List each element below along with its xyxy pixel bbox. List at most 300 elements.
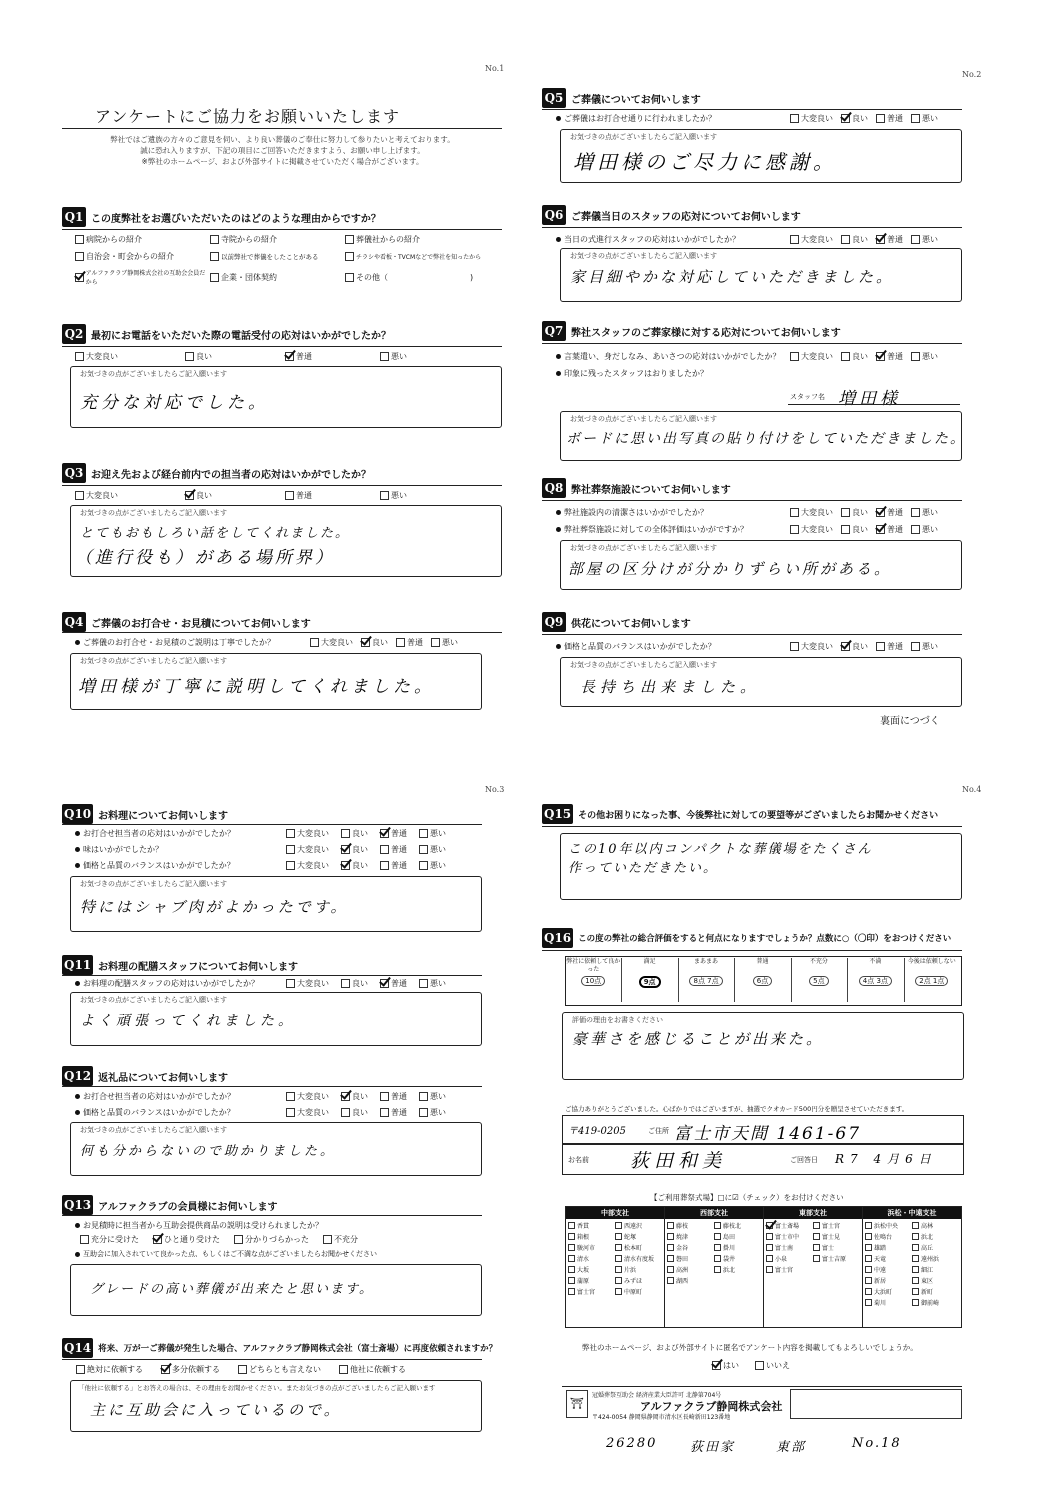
- checkbox[interactable]: [912, 1233, 919, 1240]
- q10-3-opt-2[interactable]: 普通: [380, 860, 407, 871]
- q1-opt-4[interactable]: 以前弊社で葬儀をしたことがある: [210, 251, 345, 262]
- q16-score-label: 満足: [643, 958, 656, 965]
- checkbox[interactable]: [667, 1266, 674, 1273]
- checkbox[interactable]: [568, 1266, 575, 1273]
- checkbox[interactable]: [568, 1288, 575, 1295]
- branch-option[interactable]: みずほ: [615, 1276, 662, 1285]
- q7-opt-3[interactable]: 悪い: [911, 351, 938, 362]
- q7-number: Q7: [542, 321, 566, 341]
- q10-3-opt-0[interactable]: 大変良い: [286, 860, 329, 871]
- checkbox[interactable]: [714, 1244, 721, 1251]
- checkbox[interactable]: [380, 861, 389, 870]
- checkbox-checked[interactable]: [285, 352, 294, 361]
- checkbox[interactable]: [419, 979, 428, 988]
- q10-3-opt-3[interactable]: 悪い: [419, 860, 446, 871]
- checkbox[interactable]: [790, 508, 799, 517]
- branch-option[interactable]: 佐鳴台: [865, 1232, 912, 1241]
- q16-score-1[interactable]: [621, 958, 678, 1002]
- q2-opt-2[interactable]: 普通: [285, 351, 380, 362]
- q12-1-opt-3[interactable]: 悪い: [419, 1091, 446, 1102]
- q8-1-opt-1[interactable]: 良い: [841, 507, 868, 518]
- q8-number: Q8: [542, 478, 566, 498]
- q16-rule: [542, 950, 962, 951]
- checkbox[interactable]: [286, 829, 295, 838]
- q7-text: 弊社スタッフのご葬家様に対する応対についてお伺いします: [571, 327, 841, 339]
- branch-option[interactable]: 小泉: [766, 1254, 813, 1263]
- branch-option[interactable]: 富士: [813, 1243, 860, 1252]
- q4-opt-1[interactable]: 良い: [361, 637, 388, 648]
- q10-2-opt-2[interactable]: 普通: [380, 844, 407, 855]
- branch-option[interactable]: 清水: [568, 1254, 615, 1263]
- intro-line-3: ※弊社のホームページ、および外部サイトに掲載させていただく場合がございます。: [141, 157, 424, 166]
- q13-opt-2[interactable]: 分かりづらかった: [234, 1234, 309, 1245]
- checkbox[interactable]: [419, 861, 428, 870]
- q16-score-5[interactable]: [847, 958, 904, 1002]
- q4-opt-3[interactable]: 悪い: [431, 637, 458, 648]
- q4-opt-0[interactable]: 大変良い: [310, 637, 353, 648]
- checkbox[interactable]: [865, 1222, 872, 1229]
- q12-2-opt-3[interactable]: 悪い: [419, 1107, 446, 1118]
- checkbox[interactable]: [766, 1222, 773, 1229]
- branch-option[interactable]: 蛇塚: [615, 1232, 662, 1241]
- checkbox[interactable]: [345, 273, 354, 282]
- branch-option[interactable]: 高洲: [667, 1265, 714, 1274]
- checkbox[interactable]: [380, 1108, 389, 1117]
- q6-opt-3[interactable]: 悪い: [911, 234, 938, 245]
- q7-opt-1[interactable]: 良い: [841, 351, 868, 362]
- checkbox[interactable]: [210, 235, 219, 244]
- checkbox[interactable]: [714, 1255, 721, 1262]
- checkbox[interactable]: [911, 235, 920, 244]
- checkbox[interactable]: [865, 1233, 872, 1240]
- q9-opt-1[interactable]: 良い: [841, 641, 868, 652]
- checkbox[interactable]: [813, 1244, 820, 1251]
- q12-1-opt-1[interactable]: 良い: [341, 1091, 368, 1102]
- checkbox[interactable]: [310, 638, 319, 647]
- checkbox-checked[interactable]: [185, 491, 194, 500]
- branch-option[interactable]: 富士宮: [813, 1221, 860, 1230]
- q5-text: ご葬儀についてお伺いします: [571, 94, 701, 106]
- checkbox[interactable]: [341, 979, 350, 988]
- branch-option[interactable]: 富士斎場: [766, 1221, 813, 1230]
- checkbox[interactable]: [755, 1361, 764, 1370]
- checkbox-checked[interactable]: [841, 642, 850, 651]
- q7-opt-2[interactable]: 普通: [876, 351, 903, 362]
- q14-opt-1[interactable]: 多分依頼する: [161, 1364, 220, 1375]
- branch-option[interactable]: 御前崎: [912, 1298, 959, 1307]
- branch-option[interactable]: 片浜: [615, 1265, 662, 1274]
- q11-number: Q11: [62, 955, 93, 975]
- checkbox[interactable]: [766, 1255, 773, 1262]
- q1-opt-6[interactable]: アルファクラブ静岡株式会社の互助会会員だから: [75, 268, 210, 286]
- q10-1-opt-1[interactable]: 良い: [341, 828, 368, 839]
- q7-comment-label: お気づきの点がございましたらご記入願います: [570, 415, 717, 423]
- branch-option[interactable]: 富士見: [813, 1232, 860, 1241]
- q16-score-0[interactable]: [565, 958, 622, 1002]
- branch-option[interactable]: 駿河市: [568, 1243, 615, 1252]
- q10-options-3: [286, 860, 446, 871]
- branch-option[interactable]: 西遠沢: [615, 1221, 662, 1230]
- checkbox[interactable]: [345, 235, 354, 244]
- checkbox-checked[interactable]: [153, 1235, 162, 1244]
- branch-option[interactable]: 富士吉原: [813, 1254, 860, 1263]
- checkbox[interactable]: [419, 1092, 428, 1101]
- q1-opt-2[interactable]: 葬儀社からの紹介: [345, 234, 495, 245]
- branch-option[interactable]: 高丘: [912, 1243, 959, 1252]
- checkbox[interactable]: [75, 491, 84, 500]
- q10-number: Q10: [62, 804, 93, 824]
- q12-1-opt-0[interactable]: 大変良い: [286, 1091, 329, 1102]
- branch-option[interactable]: 富士市中: [766, 1232, 813, 1241]
- checkbox[interactable]: [568, 1222, 575, 1229]
- q10-2-opt-3[interactable]: 悪い: [419, 844, 446, 855]
- checkbox[interactable]: [568, 1255, 575, 1262]
- q11-opt-3[interactable]: 悪い: [419, 978, 446, 989]
- checkbox[interactable]: [911, 508, 920, 517]
- q6-header: [542, 205, 801, 225]
- q8-2-opt-3[interactable]: 悪い: [911, 524, 938, 535]
- branch-option[interactable]: 金谷: [667, 1243, 714, 1252]
- branch-option[interactable]: 富士南: [766, 1243, 813, 1252]
- q11-comment: よく頑張ってくれました。: [80, 1013, 296, 1029]
- q5-opt-3[interactable]: 悪い: [911, 113, 938, 124]
- checkbox[interactable]: [912, 1222, 919, 1229]
- checkbox-checked[interactable]: [876, 508, 885, 517]
- q5-opt-1[interactable]: 良い: [841, 113, 868, 124]
- checkbox-checked[interactable]: [341, 1092, 350, 1101]
- branch-option[interactable]: 富士宮: [766, 1265, 813, 1274]
- q5-header: [542, 88, 701, 108]
- checkbox[interactable]: [790, 642, 799, 651]
- q3-opt-3[interactable]: 悪い: [380, 490, 407, 501]
- branch-option[interactable]: 清水有度坂: [615, 1254, 662, 1263]
- q8-1-opt-3[interactable]: 悪い: [911, 507, 938, 518]
- checkbox[interactable]: [341, 829, 350, 838]
- branch-option[interactable]: 天竜: [865, 1254, 912, 1263]
- checkbox[interactable]: [865, 1299, 872, 1306]
- checkbox[interactable]: [286, 845, 295, 854]
- checkbox[interactable]: [667, 1255, 674, 1262]
- checkbox-checked[interactable]: [75, 273, 84, 282]
- checkbox[interactable]: [210, 252, 219, 261]
- branch-option[interactable]: 富士宮: [568, 1287, 615, 1296]
- checkbox[interactable]: [911, 352, 920, 361]
- q11-opt-1[interactable]: 良い: [341, 978, 368, 989]
- checkbox[interactable]: [865, 1277, 872, 1284]
- checkbox[interactable]: [76, 1365, 85, 1374]
- q1-opt-1[interactable]: 寺院からの紹介: [210, 234, 345, 245]
- branch-option[interactable]: 浜北: [714, 1265, 761, 1274]
- checkbox[interactable]: [667, 1222, 674, 1229]
- checkbox[interactable]: [865, 1266, 872, 1273]
- checkbox[interactable]: [714, 1233, 721, 1240]
- q13-header: [62, 1195, 278, 1215]
- q10-1-opt-2[interactable]: 普通: [380, 828, 407, 839]
- branch-option[interactable]: 島田: [714, 1232, 761, 1241]
- q4-options: [310, 637, 458, 648]
- q9-opt-2[interactable]: 普通: [876, 641, 903, 652]
- q12-1-opt-2[interactable]: 普通: [380, 1091, 407, 1102]
- q12-options-2: [286, 1107, 446, 1118]
- checkbox[interactable]: [790, 352, 799, 361]
- q8-2-opt-0[interactable]: 大変良い: [790, 524, 833, 535]
- q1-opt-0[interactable]: 病院からの紹介: [75, 234, 210, 245]
- q4-comment: 増田様が丁寧に説明してくれました。: [78, 677, 435, 697]
- checkbox-checked[interactable]: [712, 1361, 721, 1370]
- checkbox-checked[interactable]: [380, 829, 389, 838]
- checkbox[interactable]: [865, 1244, 872, 1251]
- branch-option[interactable]: 大坂: [568, 1265, 615, 1274]
- q1-opt-5[interactable]: チラシや看板・TVCMなどで弊社を知ったから: [345, 251, 495, 262]
- checkbox[interactable]: [615, 1244, 622, 1251]
- publish-text: 弊社のホームページ、および外部サイトに匿名でアンケート内容を掲載してもよろしいでしょうか。: [582, 1343, 918, 1352]
- q2-opt-0[interactable]: 大変良い: [75, 351, 185, 362]
- checkbox[interactable]: [345, 252, 354, 261]
- checkbox[interactable]: [419, 845, 428, 854]
- checkbox[interactable]: [234, 1235, 243, 1244]
- branch-option[interactable]: 磐田: [667, 1254, 714, 1263]
- checkbox[interactable]: [396, 638, 405, 647]
- q10-2-opt-1[interactable]: 良い: [341, 844, 368, 855]
- checkbox[interactable]: [912, 1288, 919, 1295]
- checkbox[interactable]: [790, 235, 799, 244]
- checkbox-checked[interactable]: [341, 861, 350, 870]
- checkbox[interactable]: [912, 1266, 919, 1273]
- branch-option[interactable]: 新町: [912, 1287, 959, 1296]
- q3-options: [75, 490, 407, 501]
- checkbox-checked[interactable]: [841, 114, 850, 123]
- branch-option[interactable]: 大浜町: [865, 1287, 912, 1296]
- q16-score-value: 8点 7点: [689, 976, 722, 986]
- checkbox[interactable]: [380, 1092, 389, 1101]
- q10-1-opt-3[interactable]: 悪い: [419, 828, 446, 839]
- q16-score-3[interactable]: [734, 958, 791, 1002]
- checkbox[interactable]: [790, 525, 799, 534]
- q5-opt-2[interactable]: 普通: [876, 113, 903, 124]
- branch-option[interactable]: 藤枝: [667, 1221, 714, 1230]
- checkbox[interactable]: [323, 1235, 332, 1244]
- address-label: ご住所: [648, 1127, 669, 1135]
- checkbox[interactable]: [431, 638, 440, 647]
- q16-score-6[interactable]: [904, 958, 960, 1002]
- q6-number: Q6: [542, 205, 566, 225]
- q6-opt-2[interactable]: 普通: [876, 234, 903, 245]
- q8-2-opt-2[interactable]: 普通: [876, 524, 903, 535]
- checkbox-checked[interactable]: [341, 845, 350, 854]
- checkbox-checked[interactable]: [161, 1365, 170, 1374]
- branch-option[interactable]: 中遠: [865, 1265, 912, 1274]
- q14-comment: 主に互助会に入っているので。: [90, 1401, 342, 1419]
- checkbox[interactable]: [813, 1233, 820, 1240]
- branch-option[interactable]: 焼津: [667, 1232, 714, 1241]
- checkbox-checked[interactable]: [876, 525, 885, 534]
- checkbox[interactable]: [185, 352, 194, 361]
- checkbox[interactable]: [615, 1266, 622, 1273]
- checkbox[interactable]: [841, 352, 850, 361]
- q6-opt-1[interactable]: 良い: [841, 234, 868, 245]
- checkbox[interactable]: [912, 1255, 919, 1262]
- q4-sub: ご葬儀のお打合せ・お見積のご説明は丁寧でしたか？: [75, 637, 275, 648]
- checkbox[interactable]: [568, 1233, 575, 1240]
- publish-no[interactable]: いいえ: [755, 1360, 790, 1371]
- checkbox-checked[interactable]: [361, 638, 370, 647]
- checkbox[interactable]: [80, 1235, 89, 1244]
- q12-2-opt-2[interactable]: 普通: [380, 1107, 407, 1118]
- q3-opt-1[interactable]: 良い: [185, 490, 285, 501]
- branch-option[interactable]: 遠州浜: [912, 1254, 959, 1263]
- checkbox[interactable]: [714, 1222, 721, 1229]
- q9-opt-0[interactable]: 大変良い: [790, 641, 833, 652]
- branch-option[interactable]: 雄踏: [865, 1243, 912, 1252]
- checkbox[interactable]: [790, 114, 799, 123]
- q2-opt-1[interactable]: 良い: [185, 351, 285, 362]
- checkbox[interactable]: [286, 861, 295, 870]
- checkbox[interactable]: [911, 525, 920, 534]
- checkbox[interactable]: [339, 1365, 348, 1374]
- q13-rule: [62, 1215, 482, 1216]
- checkbox[interactable]: [75, 352, 84, 361]
- branch-option[interactable]: 東区: [912, 1276, 959, 1285]
- checkbox[interactable]: [912, 1277, 919, 1284]
- checkbox[interactable]: [841, 235, 850, 244]
- branch-option[interactable]: 菊川: [865, 1298, 912, 1307]
- checkbox[interactable]: [865, 1255, 872, 1262]
- checkbox[interactable]: [568, 1277, 575, 1284]
- q16-score-value: 6点: [753, 976, 772, 986]
- q16-score-label: 今後は依頼しない: [907, 958, 956, 965]
- q10-1-opt-0[interactable]: 大変良い: [286, 828, 329, 839]
- q2-opt-3[interactable]: 悪い: [380, 351, 407, 362]
- checkbox[interactable]: [419, 829, 428, 838]
- checkbox[interactable]: [876, 114, 885, 123]
- footer-code: 26280: [606, 1436, 658, 1451]
- q14-opt-3[interactable]: 他社に依頼する: [339, 1364, 406, 1375]
- checkbox[interactable]: [380, 352, 389, 361]
- q13-opt-1[interactable]: ひと通り受けた: [153, 1234, 220, 1245]
- branch-option[interactable]: 中原町: [615, 1287, 662, 1296]
- checkbox[interactable]: [615, 1222, 622, 1229]
- q11-opt-2[interactable]: 普通: [380, 978, 407, 989]
- branch-option[interactable]: 香貫: [568, 1221, 615, 1230]
- checkbox[interactable]: [876, 642, 885, 651]
- checkbox[interactable]: [210, 273, 219, 282]
- branch-option[interactable]: 松本町: [615, 1243, 662, 1252]
- checkbox[interactable]: [238, 1365, 247, 1374]
- q14-opt-2[interactable]: どちらとも言えない: [238, 1364, 321, 1375]
- q6-opt-0[interactable]: 大変良い: [790, 234, 833, 245]
- checkbox[interactable]: [615, 1277, 622, 1284]
- q16-text: この度の弊社の総合評価をすると何点になりますでしょうか？点数に○（〇印）をおつけください: [578, 934, 952, 944]
- checkbox[interactable]: [615, 1233, 622, 1240]
- checkbox-checked[interactable]: [876, 235, 885, 244]
- checkbox[interactable]: [286, 1092, 295, 1101]
- checkbox[interactable]: [813, 1222, 820, 1229]
- checkbox[interactable]: [380, 491, 389, 500]
- q11-opt-0[interactable]: 大変良い: [286, 978, 329, 989]
- checkbox[interactable]: [912, 1299, 919, 1306]
- checkbox[interactable]: [841, 508, 850, 517]
- checkbox-checked[interactable]: [876, 352, 885, 361]
- q8-2-opt-1[interactable]: 良い: [841, 524, 868, 535]
- q5-opt-0[interactable]: 大変良い: [790, 113, 833, 124]
- checkbox[interactable]: [667, 1244, 674, 1251]
- branch-option[interactable]: 細江: [912, 1265, 959, 1274]
- checkbox[interactable]: [615, 1255, 622, 1262]
- checkbox[interactable]: [912, 1244, 919, 1251]
- checkbox[interactable]: [286, 1108, 295, 1117]
- q8-1-opt-2[interactable]: 普通: [876, 507, 903, 518]
- branch-option[interactable]: 袋井: [714, 1254, 761, 1263]
- checkbox[interactable]: [865, 1288, 872, 1295]
- checkbox[interactable]: [75, 235, 84, 244]
- checkbox[interactable]: [841, 525, 850, 534]
- checkbox[interactable]: [419, 1108, 428, 1117]
- q14-opt-0[interactable]: 絶対に依頼する: [76, 1364, 143, 1375]
- branch-option[interactable]: 浜北: [912, 1232, 959, 1241]
- checkbox[interactable]: [285, 491, 294, 500]
- branch-option[interactable]: 浜松中央: [865, 1221, 912, 1230]
- branch-option[interactable]: 掛川: [714, 1243, 761, 1252]
- checkbox[interactable]: [766, 1266, 773, 1273]
- q10-2-opt-0[interactable]: 大変良い: [286, 844, 329, 855]
- branch-option[interactable]: 湖西: [667, 1276, 714, 1285]
- publish-yes[interactable]: はい: [712, 1360, 739, 1371]
- q3-opt-2[interactable]: 普通: [285, 490, 380, 501]
- checkbox[interactable]: [667, 1277, 674, 1284]
- branch-option[interactable]: 藤枝北: [714, 1221, 761, 1230]
- checkbox[interactable]: [615, 1288, 622, 1295]
- checkbox[interactable]: [911, 114, 920, 123]
- q1-opt-3[interactable]: 自治会・町会からの紹介: [75, 251, 210, 262]
- q13-comment: グレードの高い葬儀が出来たと思います。: [90, 1282, 374, 1297]
- checkbox[interactable]: [813, 1255, 820, 1262]
- q8-1-opt-0[interactable]: 大変良い: [790, 507, 833, 518]
- q12-2-opt-0[interactable]: 大変良い: [286, 1107, 329, 1118]
- q11-comment-label: お気づきの点がございましたらご記入願います: [80, 996, 227, 1004]
- q13-opt-0[interactable]: 充分に受けた: [80, 1234, 139, 1245]
- q1-opt-7[interactable]: 企業・団体契約: [210, 268, 345, 286]
- checkbox[interactable]: [75, 252, 84, 261]
- q16-score-2[interactable]: [678, 958, 735, 1002]
- q10-3-opt-1[interactable]: 良い: [341, 860, 368, 871]
- q9-header: [542, 612, 691, 632]
- checkbox[interactable]: [341, 1108, 350, 1117]
- q4-opt-2[interactable]: 普通: [396, 637, 423, 648]
- q13-opt-3[interactable]: 不充分: [323, 1234, 358, 1245]
- q1-opt-8[interactable]: その他（ ): [345, 268, 495, 286]
- checkbox[interactable]: [667, 1233, 674, 1240]
- q9-comment-label: お気づきの点がございましたらご記入願います: [570, 661, 717, 669]
- checkbox[interactable]: [911, 642, 920, 651]
- q7-opt-0[interactable]: 大変良い: [790, 351, 833, 362]
- checkbox[interactable]: [714, 1266, 721, 1273]
- branch-option[interactable]: 箱根: [568, 1232, 615, 1241]
- branch-option[interactable]: 蒲原: [568, 1276, 615, 1285]
- q3-opt-0[interactable]: 大変良い: [75, 490, 185, 501]
- checkbox[interactable]: [766, 1244, 773, 1251]
- branch-option[interactable]: 新居: [865, 1276, 912, 1285]
- branch-option[interactable]: 高林: [912, 1221, 959, 1230]
- date-value: R7 4月6日: [835, 1152, 937, 1166]
- q9-opt-3[interactable]: 悪い: [911, 641, 938, 652]
- checkbox[interactable]: [766, 1233, 773, 1240]
- q16-score-4[interactable]: [791, 958, 848, 1002]
- checkbox[interactable]: [286, 979, 295, 988]
- checkbox-checked[interactable]: [380, 979, 389, 988]
- checkbox[interactable]: [568, 1244, 575, 1251]
- checkbox[interactable]: [380, 845, 389, 854]
- q12-2-opt-1[interactable]: 良い: [341, 1107, 368, 1118]
